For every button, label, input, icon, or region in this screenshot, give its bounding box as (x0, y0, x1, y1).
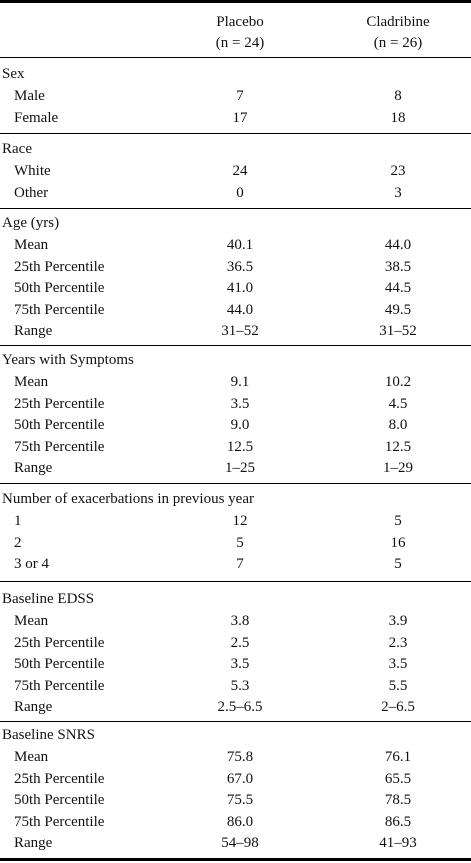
cladribine-value: 78.5 (384, 792, 412, 808)
cladribine-value: 2.3 (388, 634, 408, 651)
placebo-value: 7 (236, 556, 244, 572)
placebo-value: 24 (232, 163, 248, 179)
column-n: (n = 24) (215, 35, 265, 51)
table-top-rule (0, 0, 471, 3)
table-row (0, 697, 471, 719)
column-name: Cladribine (366, 14, 430, 30)
row-label: 25th Percentile (14, 634, 105, 651)
placebo-value: 2.5–6.5 (217, 699, 263, 715)
row-label: Mean (14, 374, 49, 390)
cladribine-value: 44.5 (384, 280, 412, 296)
cladribine-value: 44.0 (384, 237, 412, 253)
placebo-value: 67.0 (226, 770, 254, 787)
table-row (0, 812, 471, 834)
row-label: 75th Percentile (14, 301, 105, 318)
cladribine-value: 23 (390, 163, 406, 179)
row-label: 3 or 4 (14, 556, 49, 572)
placebo-value: 9.0 (230, 417, 250, 433)
group-divider (0, 721, 471, 722)
group-title: Sex (2, 66, 25, 82)
cladribine-value: 4.5 (388, 395, 408, 412)
table-row (0, 633, 471, 655)
placebo-value: 3.5 (230, 656, 250, 672)
table-row (0, 533, 471, 555)
row-label: Range (14, 835, 53, 851)
placebo-value: 40.1 (226, 237, 254, 253)
row-label: Mean (14, 613, 49, 629)
table-bottom-rule (0, 858, 471, 861)
row-label: 25th Percentile (14, 258, 105, 275)
row-label: Range (14, 460, 53, 476)
placebo-value: 3.5 (230, 395, 250, 412)
column-n: (n = 26) (373, 35, 423, 51)
table-row (0, 372, 471, 394)
row-label: 25th Percentile (14, 395, 105, 412)
table-row (0, 554, 471, 576)
row-label: 50th Percentile (14, 280, 105, 296)
row-label: Range (14, 323, 53, 339)
cladribine-value: 10.2 (384, 374, 412, 390)
table-row (0, 458, 471, 480)
group-divider (0, 208, 471, 209)
cladribine-value: 3 (394, 184, 402, 201)
row-label: Mean (14, 237, 49, 253)
cladribine-value: 18 (390, 109, 406, 126)
row-label: Other (14, 184, 49, 201)
row-label: Male (14, 88, 45, 104)
cladribine-value: 5.5 (388, 677, 408, 694)
table-row (0, 321, 471, 343)
placebo-value: 3.8 (230, 613, 250, 629)
table-row (0, 790, 471, 812)
cladribine-value: 1–29 (383, 460, 413, 476)
placebo-value: 86.0 (226, 813, 254, 830)
table-row (0, 437, 471, 459)
row-label: 50th Percentile (14, 792, 105, 808)
table-row (0, 415, 471, 437)
cladribine-value: 2–6.5 (381, 699, 415, 715)
row-label: 75th Percentile (14, 438, 105, 455)
group-title: Years with Symptoms (2, 352, 134, 368)
table-row (0, 278, 471, 300)
table-row (0, 747, 471, 769)
placebo-value: 12.5 (226, 438, 254, 455)
group-title: Race (2, 141, 32, 157)
cladribine-value: 31–52 (379, 323, 417, 339)
column-name: Placebo (216, 14, 264, 30)
table-row (0, 611, 471, 633)
cladribine-value: 5 (394, 556, 402, 572)
cladribine-value: 49.5 (384, 301, 412, 318)
table-row (0, 86, 471, 108)
table-row (0, 511, 471, 533)
table-row (0, 654, 471, 676)
cladribine-value: 65.5 (384, 770, 412, 787)
row-label: 50th Percentile (14, 656, 105, 672)
placebo-value: 2.5 (230, 634, 250, 651)
group-title: Age (yrs) (2, 215, 60, 231)
group-title: Number of exacerbations in previous year (2, 491, 254, 507)
table-row (0, 235, 471, 257)
placebo-value: 5 (236, 534, 244, 551)
header-rule (0, 57, 471, 58)
group-title: Baseline SNRS (2, 727, 95, 743)
cladribine-value: 8 (394, 88, 402, 104)
cladribine-value: 12.5 (384, 438, 412, 455)
column-header-cladribine (348, 12, 448, 54)
group-divider (0, 581, 471, 582)
placebo-value: 75.5 (226, 792, 254, 808)
row-label: 2 (14, 534, 22, 551)
group-divider (0, 483, 471, 484)
row-label: Mean (14, 749, 49, 765)
cladribine-value: 5 (394, 513, 402, 529)
table-row (0, 257, 471, 279)
column-header-placebo (200, 12, 280, 54)
row-label: Female (14, 109, 59, 126)
cladribine-value: 41–93 (379, 835, 417, 851)
cladribine-value: 16 (390, 534, 406, 551)
placebo-value: 7 (236, 88, 244, 104)
cladribine-value: 3.9 (388, 613, 408, 629)
cladribine-value: 86.5 (384, 813, 412, 830)
row-label: 50th Percentile (14, 417, 105, 433)
placebo-value: 12 (232, 513, 248, 529)
placebo-value: 54–98 (221, 835, 259, 851)
placebo-value: 75.8 (226, 749, 254, 765)
table-row (0, 108, 471, 130)
row-label: Range (14, 699, 53, 715)
group-divider (0, 133, 471, 134)
placebo-value: 1–25 (225, 460, 255, 476)
row-label: 25th Percentile (14, 770, 105, 787)
row-label: 75th Percentile (14, 677, 105, 694)
group-divider (0, 345, 471, 346)
placebo-value: 17 (232, 109, 248, 126)
table-row (0, 300, 471, 322)
row-label: White (14, 163, 51, 179)
cladribine-value: 76.1 (384, 749, 412, 765)
placebo-value: 9.1 (230, 374, 250, 390)
table-row (0, 161, 471, 183)
placebo-value: 5.3 (230, 677, 250, 694)
row-label: 75th Percentile (14, 813, 105, 830)
group-title: Baseline EDSS (2, 591, 95, 607)
table-row (0, 676, 471, 698)
placebo-value: 44.0 (226, 301, 254, 318)
placebo-value: 0 (236, 184, 244, 201)
placebo-value: 31–52 (221, 323, 259, 339)
placebo-value: 36.5 (226, 258, 254, 275)
cladribine-value: 8.0 (388, 417, 408, 433)
table-row (0, 394, 471, 416)
table-row (0, 769, 471, 791)
cladribine-value: 3.5 (388, 656, 408, 672)
row-label: 1 (14, 513, 22, 529)
placebo-value: 41.0 (226, 280, 254, 296)
cladribine-value: 38.5 (384, 258, 412, 275)
table-row (0, 833, 471, 855)
table-row (0, 183, 471, 205)
